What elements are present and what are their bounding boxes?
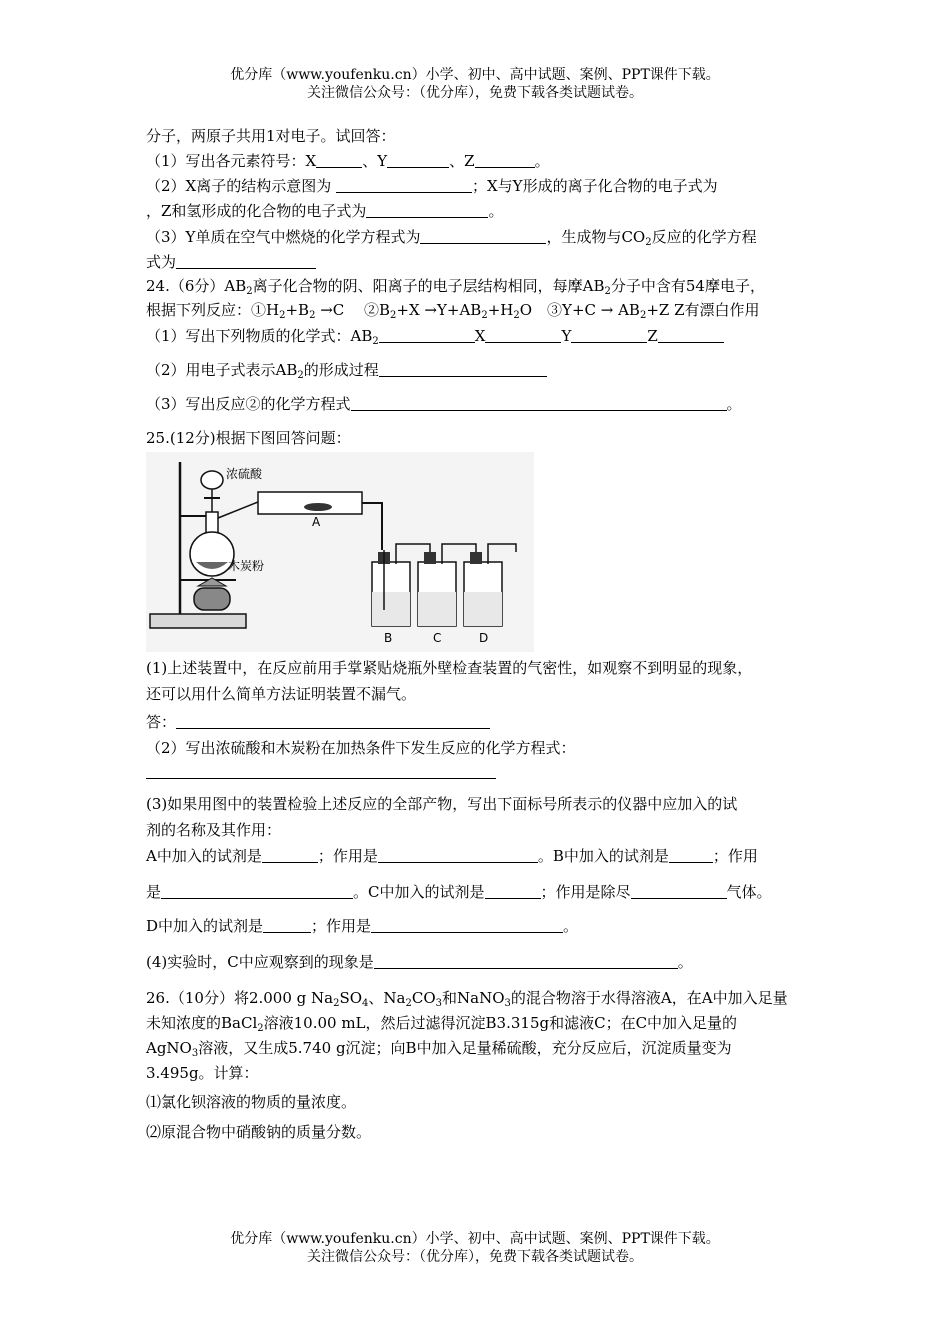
q23-part2: （2）X离子的结构示意图为 ；X与Y形成的离子化合物的电子式为 bbox=[146, 177, 718, 195]
q23-part3: （3）Y单质在空气中燃烧的化学方程式为 ，生成物与$CO_2$反应的化学方程 bbox=[146, 228, 757, 248]
q25-answer-line: 答： bbox=[146, 712, 490, 732]
answer-blank-airtight[interactable] bbox=[176, 713, 490, 729]
q24-line2: 根据下列反应：$①H_2+B_2 \to C$ $②B_2+X \to Y+AB_2+H_2O$ ③Y+C → $AB_2+Z$ Z有漂白作用 bbox=[146, 301, 760, 321]
q24-part2: （2）用电子式表示$AB_2$的形成过程 bbox=[146, 360, 547, 380]
answer-blank-x[interactable] bbox=[316, 152, 362, 168]
answer-blank-y[interactable] bbox=[387, 152, 449, 168]
apparatus-diagram bbox=[146, 452, 534, 652]
answer-blank-y-formula[interactable] bbox=[571, 327, 647, 343]
q23-part3-cont: 式为 bbox=[146, 252, 316, 272]
answer-blank-x-ion[interactable] bbox=[336, 177, 472, 193]
answer-blank-d-reagent[interactable] bbox=[263, 917, 311, 933]
answer-blank-reaction2[interactable] bbox=[351, 395, 727, 411]
q25-part3-line1: (3)如果用图中的装置检验上述反应的全部产物，写出下面标号所表示的仪器中应加入的试 bbox=[146, 795, 738, 813]
q25-title: 25.(12分)根据下图回答问题： bbox=[146, 429, 351, 447]
header-line-2: 关注微信公众号：（优分库），免费下载各类试题试卷。 bbox=[307, 85, 643, 101]
label-bottle-d: D bbox=[479, 631, 489, 645]
page-footer bbox=[0, 1230, 950, 1266]
q26-line6: ⑵原混合物中硝酸钠的质量分数。 bbox=[146, 1123, 372, 1141]
header-line-1: 优分库（www.youfenku.cn）小学、初中、高中试题、案例、PPT课件下载。 bbox=[230, 67, 720, 83]
answer-blank-z-formula[interactable] bbox=[658, 327, 724, 343]
q24-part1: （1）写出下列物质的化学式：$AB_2$ X Y Z bbox=[146, 326, 724, 346]
q25-part2-blank-line bbox=[146, 762, 496, 782]
q25-part3-line2: 剂的名称及其作用： bbox=[146, 821, 282, 839]
label-bottle-b: B bbox=[384, 631, 393, 645]
q25-part3-line4: 是 。C中加入的试剂是 ；作用是除尽 气体。 bbox=[146, 883, 772, 901]
answer-blank-a-purpose[interactable] bbox=[378, 847, 538, 863]
q24-part3: （3）写出反应②的化学方程式 。 bbox=[146, 395, 742, 413]
apparatus-figure bbox=[146, 452, 534, 652]
answer-blank-c-observation[interactable] bbox=[374, 953, 678, 969]
label-bottle-c: C bbox=[433, 631, 442, 645]
page-header bbox=[0, 66, 950, 102]
answer-blank-a-reagent[interactable] bbox=[262, 847, 318, 863]
q26-line4: 3.495g。计算： bbox=[146, 1064, 259, 1082]
label-charcoal-powder: 木炭粉 bbox=[228, 559, 265, 573]
answer-blank-b-purpose[interactable] bbox=[161, 883, 353, 899]
q25-part3-line3: A中加入的试剂是 ；作用是 。B中加入的试剂是 ；作用 bbox=[146, 847, 758, 865]
answer-blank-formation[interactable] bbox=[379, 361, 547, 377]
answer-blank-z[interactable] bbox=[475, 152, 535, 168]
answer-blank-b-reagent[interactable] bbox=[669, 847, 713, 863]
answer-blank-z-hydride[interactable] bbox=[366, 202, 488, 218]
answer-blank-co2[interactable] bbox=[176, 253, 316, 269]
q26-line2: 未知浓度的BaCl$_2$溶液10.00 mL，然后过滤得沉淀B3.315g和滤液C；在C中加入足量的 bbox=[146, 1014, 738, 1034]
q26-line3: AgNO$_3$溶液，又生成5.740 g沉淀；向B中加入足量稀硫酸，充分反应后，沉淀质量变为 bbox=[146, 1039, 732, 1059]
q25-part1-line1: (1)上述装置中，在反应前用手掌紧贴烧瓶外壁检查装置的气密性，如观察不到明显的现象， bbox=[146, 659, 753, 677]
footer-line-1: 优分库（www.youfenku.cn）小学、初中、高中试题、案例、PPT课件下载。 bbox=[230, 1231, 720, 1247]
answer-blank-c-reagent[interactable] bbox=[485, 883, 541, 899]
q23-intro: 分子，两原子共用1对电子。试回答： bbox=[146, 127, 396, 145]
answer-blank-d-purpose[interactable] bbox=[371, 917, 563, 933]
q24-line1: 24.（6分）$AB_2$离子化合物的阴、阳离子的电子层结构相同，每摩$AB_2$分子中含有54摩电子， bbox=[146, 277, 765, 297]
answer-blank-y-burn[interactable] bbox=[420, 228, 546, 244]
q25-part2: （2）写出浓硫酸和木炭粉在加热条件下发生反应的化学方程式： bbox=[146, 739, 576, 757]
answer-blank-equation[interactable] bbox=[146, 763, 496, 779]
q25-part4: (4)实验时，C中应观察到的现象是 。 bbox=[146, 953, 693, 971]
label-tube-a: A bbox=[312, 515, 321, 529]
q23-part1: （1）写出各元素符号：X 、Y 、Z 。 bbox=[146, 152, 550, 170]
q25-part1-line2: 还可以用什么简单方法证明装置不漏气。 bbox=[146, 685, 417, 703]
q26-line5: ⑴氯化钡溶液的物质的量浓度。 bbox=[146, 1093, 357, 1111]
q23-part2-cont: ，Z和氢形成的化合物的电子式为 。 bbox=[146, 202, 504, 220]
q25-part3-line5: D中加入的试剂是 ；作用是 。 bbox=[146, 917, 579, 935]
answer-blank-c-gas[interactable] bbox=[631, 883, 727, 899]
answer-blank-x-formula[interactable] bbox=[485, 327, 561, 343]
answer-blank-ab2[interactable] bbox=[379, 327, 475, 343]
q26-line1: 26.（10分）将2.000 g $Na_2SO_4$、$Na_2CO_3$和NaNO$_3$的混合物溶于水得溶液A，在A中加入足量 bbox=[146, 989, 788, 1009]
footer-line-2: 关注微信公众号：（优分库），免费下载各类试题试卷。 bbox=[307, 1249, 643, 1265]
label-conc-sulfuric-acid: 浓硫酸 bbox=[226, 467, 263, 481]
